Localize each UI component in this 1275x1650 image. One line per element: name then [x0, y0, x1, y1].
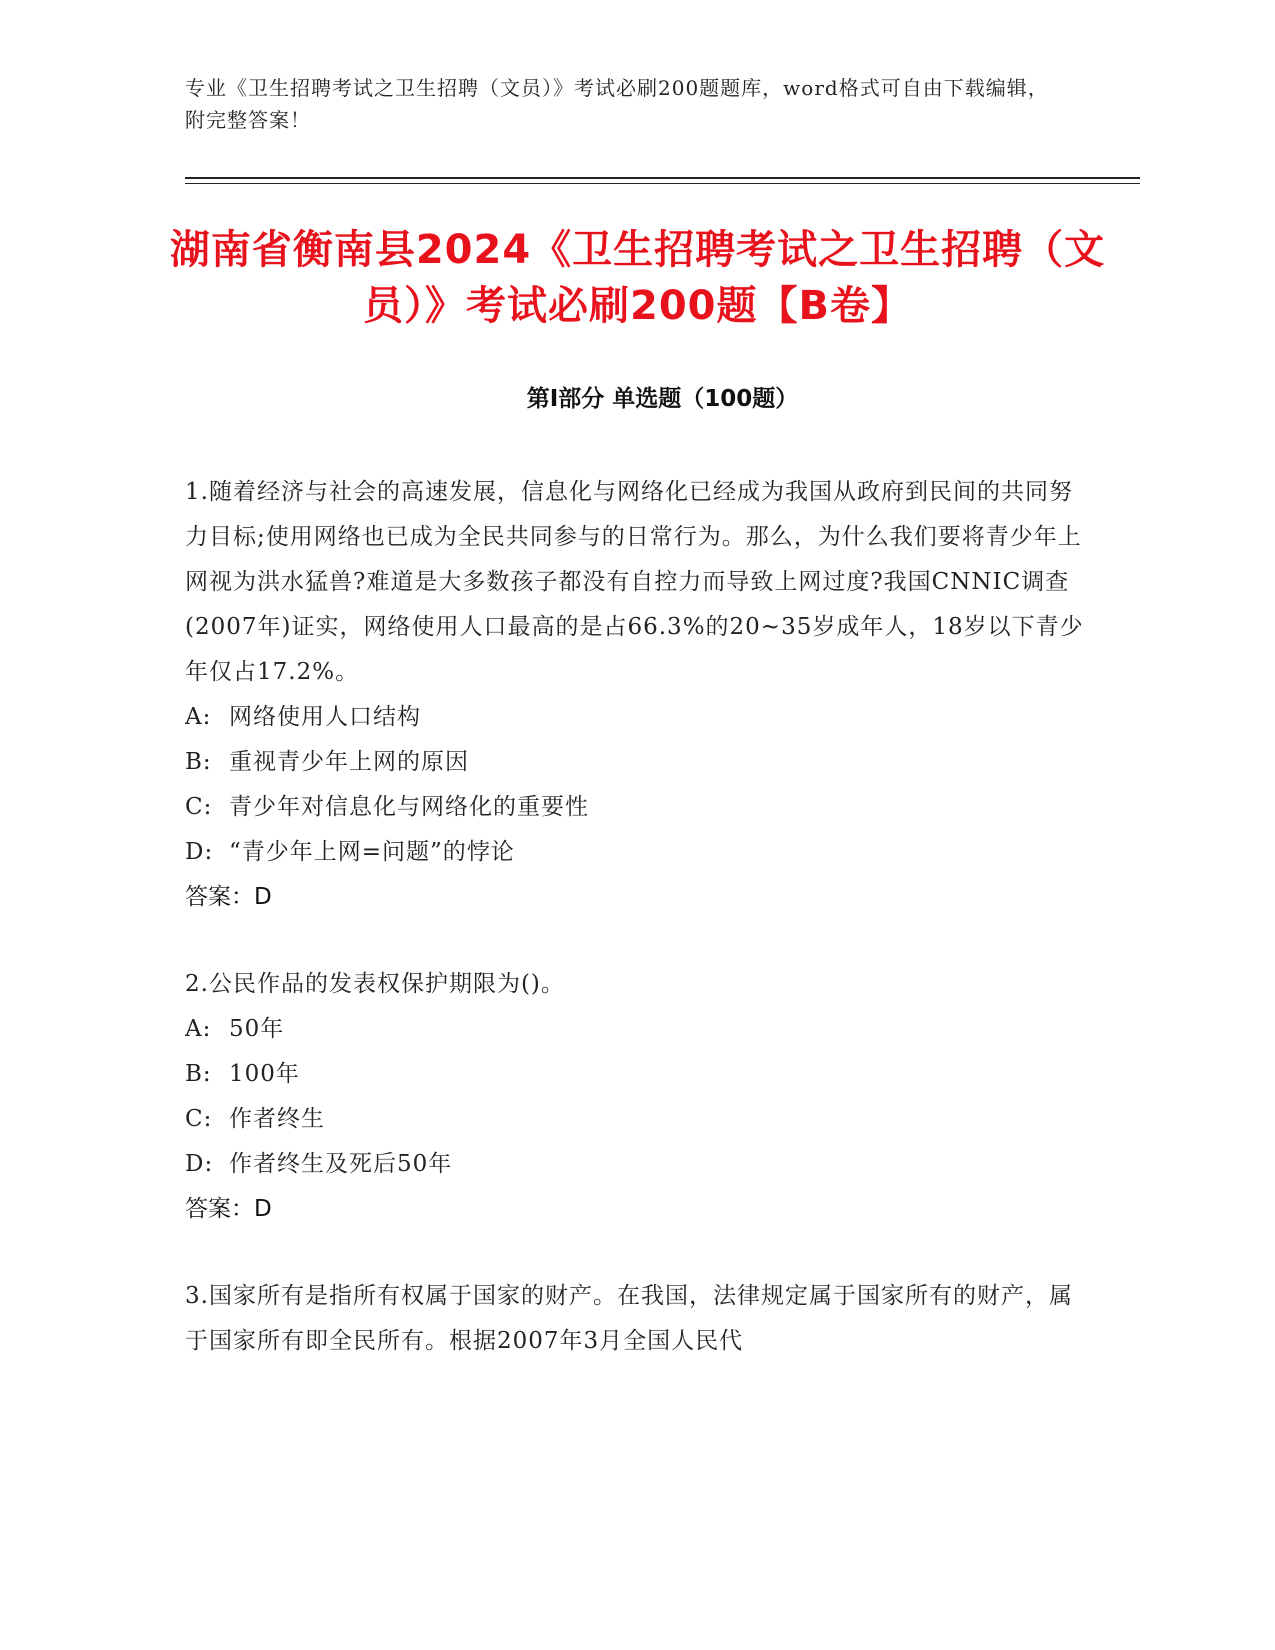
question-list: [185, 470, 1085, 1406]
question-stem: 1.随着经济与社会的高速发展，信息化与网络化已经成为我国从政府到民间的共同努力目标;使用网络也已成为全民共同参与的日常行为。那么，为什么我们要将青少年上网视为洪水猛兽?难道是大多数孩子都没有自控力而导致上网过度?我国CNNIC调查(2007年)证实，网络使用人口最高的是占66.3%的20~35岁成年人，18岁以下青少年仅占17.2%。: [185, 479, 1084, 685]
option-key: D:: [185, 839, 214, 865]
option-d: [185, 830, 1085, 875]
option-text: 作者终生及死后50年: [229, 1151, 453, 1177]
option-text: “青少年上网=问题”的悖论: [229, 839, 515, 865]
option-key: D:: [185, 1151, 214, 1177]
option-a: [185, 1007, 1085, 1052]
option-key: A:: [185, 704, 212, 730]
option-key: C:: [185, 794, 213, 820]
answer-line: 答案：D: [185, 884, 272, 910]
option-key: B:: [185, 749, 212, 775]
option-d: [185, 1142, 1085, 1187]
option-text: 重视青少年上网的原因: [229, 749, 469, 775]
header-divider-thin: [185, 183, 1140, 184]
option-key: C:: [185, 1106, 213, 1132]
question-stem: 3.国家所有是指所有权属于国家的财产。在我国，法律规定属于国家所有的财产，属于国家所有即全民所有。根据2007年3月全国人民代: [185, 1283, 1073, 1354]
option-c: [185, 785, 1085, 830]
option-text: 作者终生: [229, 1106, 325, 1132]
header-note: 专业《卫生招聘考试之卫生招聘（文员）》考试必刷200题题库，word格式可自由下载编辑，附完整答案！: [185, 76, 1049, 132]
answer-line: 答案：D: [185, 1196, 272, 1222]
option-b: [185, 740, 1085, 785]
option-text: 50年: [229, 1016, 285, 1042]
question-2: [185, 962, 1085, 1232]
option-a: [185, 695, 1085, 740]
option-text: 网络使用人口结构: [229, 704, 421, 730]
question-stem: 2.公民作品的发表权保护期限为()。: [185, 971, 565, 997]
section-heading: 第Ⅰ部分 单选题（100题）: [526, 386, 799, 412]
question-1: [185, 470, 1085, 920]
option-key: A:: [185, 1016, 212, 1042]
option-c: [185, 1097, 1085, 1142]
option-text: 100年: [229, 1061, 300, 1087]
header-divider-thick: [185, 177, 1140, 179]
document-title: 湖南省衡南县2024《卫生招聘考试之卫生招聘（文员）》考试必刷200题【B卷】: [169, 227, 1106, 329]
question-3: [185, 1274, 1085, 1364]
option-text: 青少年对信息化与网络化的重要性: [229, 794, 589, 820]
option-key: B:: [185, 1061, 212, 1087]
option-b: [185, 1052, 1085, 1097]
